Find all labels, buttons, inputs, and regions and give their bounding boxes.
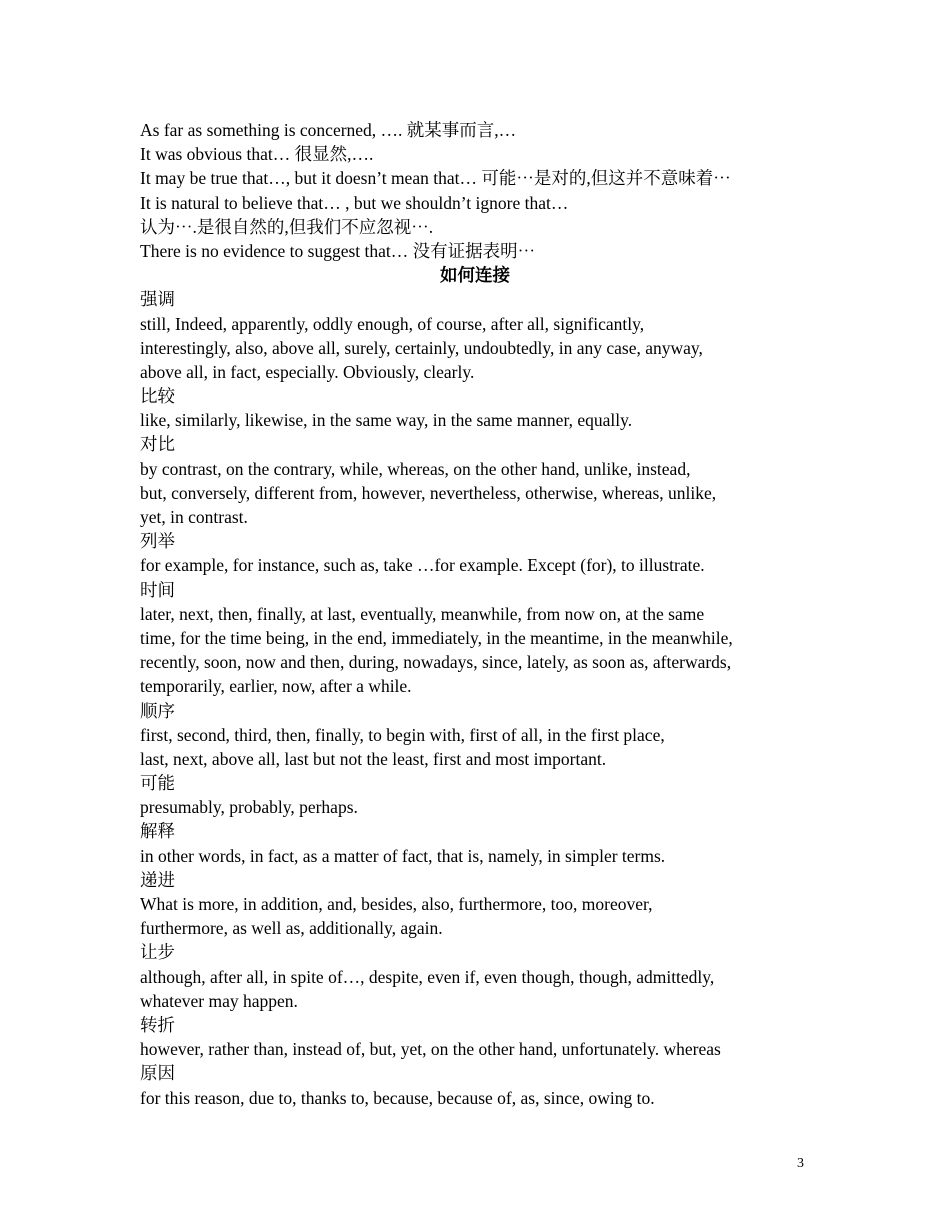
- group-line: interestingly, also, above all, surely, certainly, undoubtedly, in any case, anyway,: [140, 337, 703, 358]
- intro-line: It was obvious that… 很显然,….: [140, 144, 374, 165]
- connector-group: [140, 384, 810, 432]
- intro-line: As far as something is concerned, …. 就某事而言,…: [140, 120, 517, 140]
- connector-group: [140, 940, 810, 1013]
- group-line: later, next, then, finally, at last, eventually, meanwhile, from now on, at the same: [140, 603, 705, 624]
- group-heading: 比较: [140, 386, 175, 407]
- group-heading: 时间: [140, 579, 175, 600]
- group-line: but, conversely, different from, however, nevertheless, otherwise, whereas, unlike,: [140, 482, 717, 503]
- group-line: like, similarly, likewise, in the same way, in the same manner, equally.: [140, 410, 633, 431]
- group-line: first, second, third, then, finally, to begin with, first of all, in the first place,: [140, 724, 665, 745]
- group-heading: 对比: [140, 434, 175, 455]
- group-heading: 顺序: [140, 700, 175, 721]
- page-number: 3: [797, 1156, 804, 1171]
- group-line: for this reason, due to, thanks to, because, because of, as, since, owing to.: [140, 1087, 655, 1108]
- intro-phrases: [140, 118, 810, 263]
- group-line: whatever may happen.: [140, 990, 298, 1011]
- group-line: although, after all, in spite of…, despite, even if, even though, though, admittedly,: [140, 966, 715, 987]
- connector-group: [140, 868, 810, 941]
- connector-groups: [140, 287, 810, 1109]
- document-body: [140, 118, 810, 1110]
- group-line: recently, soon, now and then, during, nowadays, since, lately, as soon as, afterwards,: [140, 652, 732, 673]
- intro-line: There is no evidence to suggest that… 没有证据表明⋯: [140, 240, 536, 261]
- group-heading: 转折: [140, 1014, 175, 1035]
- group-line: time, for the time being, in the end, immediately, in the meantime, in the meanwhile,: [140, 627, 733, 648]
- group-heading: 原因: [140, 1063, 175, 1084]
- group-heading: 列举: [140, 531, 175, 552]
- connector-group: [140, 1061, 810, 1109]
- group-line: presumably, probably, perhaps.: [140, 797, 358, 818]
- intro-line: It is natural to believe that… , but we shouldn’t ignore that…: [140, 192, 569, 213]
- group-heading: 强调: [140, 289, 175, 310]
- connector-group: [140, 578, 810, 699]
- connector-group: [140, 819, 810, 867]
- group-line: for example, for instance, such as, take …for example. Except (for), to illustrate.: [140, 555, 705, 576]
- group-heading: 解释: [140, 821, 175, 842]
- group-line: in other words, in fact, as a matter of fact, that is, namely, in simpler terms.: [140, 845, 666, 866]
- connector-group: [140, 771, 810, 819]
- connector-group: [140, 1013, 810, 1061]
- group-line: yet, in contrast.: [140, 507, 248, 527]
- group-heading: 可能: [140, 773, 175, 794]
- group-heading: 递进: [140, 869, 175, 890]
- group-line: What is more, in addition, and, besides, also, furthermore, too, moreover,: [140, 894, 653, 914]
- intro-line: 认为⋯.是很自然的,但我们不应忽视⋯.: [140, 216, 434, 237]
- group-heading: 让步: [140, 942, 175, 963]
- connector-group: [140, 529, 810, 577]
- section-title: 如何连接: [440, 265, 510, 286]
- connector-group: [140, 287, 810, 384]
- connector-group: [140, 432, 810, 529]
- group-line: last, next, above all, last but not the least, first and most important.: [140, 748, 607, 769]
- group-line: still, Indeed, apparently, oddly enough, of course, after all, significantly,: [140, 313, 645, 334]
- group-line: however, rather than, instead of, but, yet, on the other hand, unfortunately. whereas: [140, 1039, 721, 1060]
- intro-line: It may be true that…, but it doesn’t mean that… 可能⋯是对的,但这并不意味着⋯: [140, 168, 731, 189]
- group-line: temporarily, earlier, now, after a while.: [140, 676, 412, 697]
- connector-group: [140, 699, 810, 772]
- group-line: by contrast, on the contrary, while, whereas, on the other hand, unlike, instead,: [140, 458, 691, 479]
- group-line: above all, in fact, especially. Obviously, clearly.: [140, 361, 475, 382]
- group-line: furthermore, as well as, additionally, again.: [140, 918, 443, 939]
